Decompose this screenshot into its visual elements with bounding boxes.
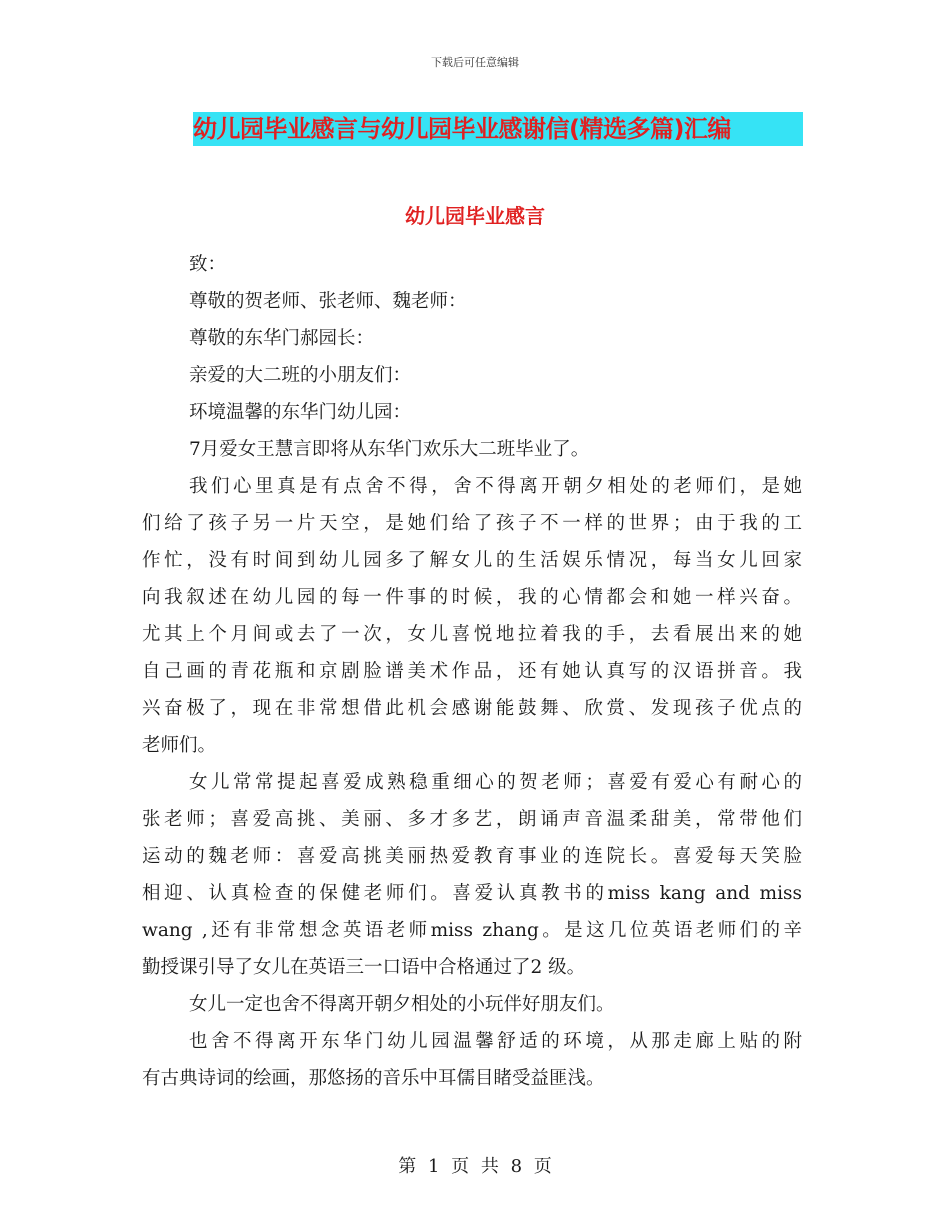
letter-body	[142, 246, 802, 1097]
paragraph-line: 兴奋极了，现在非常想借此机会感谢能鼓舞、欣赏、发现孩子优点的	[142, 698, 802, 719]
salutation-line: 环境温馨的东华门幼儿园：	[189, 402, 412, 423]
document-title: 幼儿园毕业感言与幼儿园毕业感谢信(精选多篇)汇编	[193, 112, 803, 146]
salutation-line: 尊敬的东华门郝园长：	[189, 328, 375, 349]
paragraph-line: 也舍不得离开东华门幼儿园温馨舒适的环境，从那走廊上贴的附	[189, 1031, 802, 1052]
section-title: 幼儿园毕业感言	[405, 204, 545, 228]
paragraph-line: 勤授课引导了女儿在英语三一口语中合格通过了2 级。	[142, 957, 586, 978]
page-number-footer: 第 1 页 共 8 页	[398, 1156, 552, 1177]
paragraph-line: wang ,还有非常想念英语老师miss zhang。是这几位英语老师们的辛	[142, 920, 802, 941]
salutation-line: 尊敬的贺老师、张老师、魏老师：	[189, 291, 467, 312]
salutation-line: 致：	[189, 254, 227, 275]
paragraph-line: 女儿常常提起喜爱成熟稳重细心的贺老师；喜爱有爱心有耐心的	[189, 772, 802, 793]
paragraph-line: 作忙，没有时间到幼儿园多了解女儿的生活娱乐情况，每当女儿回家	[142, 550, 802, 571]
paragraph-line: 有古典诗词的绘画，那悠扬的音乐中耳儒目睹受益匪浅。	[142, 1068, 605, 1089]
paragraph-line: 女儿一定也舍不得离开朝夕相处的小玩伴好朋友们。	[189, 994, 615, 1015]
paragraph-line: 们给了孩子另一片天空，是她们给了孩子不一样的世界；由于我的工	[142, 513, 802, 534]
paragraph-line: 尤其上个月间或去了一次，女儿喜悦地拉着我的手，去看展出来的她	[142, 624, 802, 645]
paragraph-line: 自己画的青花瓶和京剧脸谱美术作品，还有她认真写的汉语拼音。我	[142, 661, 802, 682]
paragraph-line: 老师们。	[142, 735, 217, 756]
paragraph-line: 我们心里真是有点舍不得，舍不得离开朝夕相处的老师们，是她	[189, 476, 802, 497]
page-header-note: 下载后可任意编辑	[431, 56, 519, 69]
paragraph-line: 相迎、认真检查的保健老师们。喜爱认真教书的miss kang and miss	[142, 883, 802, 904]
salutation-line: 亲爱的大二班的小朋友们：	[189, 365, 412, 386]
paragraph-line: 运动的魏老师：喜爱高挑美丽热爱教育事业的连院长。喜爱每天笑脸	[142, 846, 802, 867]
paragraph-line: 7月爱女王慧言即将从东华门欢乐大二班毕业了。	[189, 439, 590, 460]
paragraph-line: 向我叙述在幼儿园的每一件事的时候，我的心情都会和她一样兴奋。	[142, 587, 802, 608]
paragraph-line: 张老师；喜爱高挑、美丽、多才多艺，朗诵声音温柔甜美，常带他们	[142, 809, 802, 830]
